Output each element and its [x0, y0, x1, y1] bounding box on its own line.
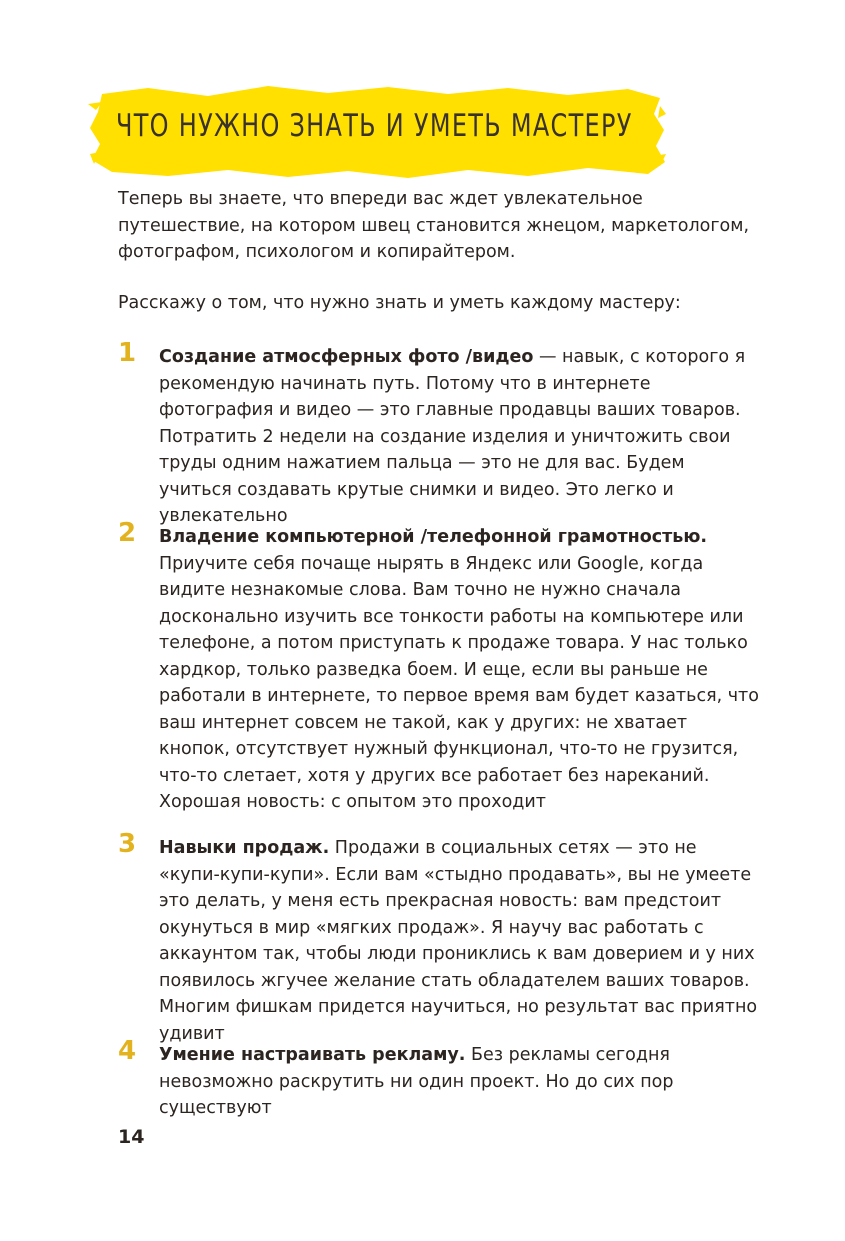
item-text: [159, 1042, 759, 1122]
item-body: Без рекламы сегодня невозможно раскрутить ни один проект. Но до сих пор существуют: [159, 1045, 674, 1118]
item-body: — навык, с которого я рекомендую начинать путь. Потому что в интернете фотография и видео — это главные продавцы ваших товаров. Потратить 2 недели на создание изделия и уничтожить свои труды одним нажатием пальца — это не для вас. Будем учиться создавать крутые снимки и видео. Это легко и увлекательно: [159, 347, 746, 526]
item-body: Приучите себя почаще нырять в Яндекс или Google, когда видите незнакомые слова. Вам точно не нужно сначала досконально изучить все тонкости работы на компьютере или телефоне, а потом приступать к продаже товара. У нас только хардкор, только разведка боем. И еще, если вы раньше не работали в интернете, то первое время вам будет казаться, что ваш интернет совсем не такой, как у других: не хватает кнопок, отсутствует нужный функционал, что-то не грузится, что-то слетает, хотя у других все работает без нареканий. Хорошая новость: с опытом это проходит: [159, 553, 759, 812]
item-number: 2: [118, 518, 137, 548]
page-title: ЧТО НУЖНО ЗНАТЬ И УМЕТЬ МАСТЕРУ: [116, 108, 633, 144]
item-text: [159, 344, 759, 530]
item-number: 3: [118, 829, 137, 859]
item-lead: Умение настраивать рекламу.: [159, 1045, 466, 1065]
intro-paragraph: Теперь вы знаете, что впереди вас ждет увлекательное путешествие, на котором швец становится жнецом, маркетологом, фотографом, психологом и копирайтером.: [118, 189, 750, 262]
item-text: [159, 524, 759, 816]
item-lead: Владение компьютерной /телефонной грамотностью.: [159, 527, 708, 547]
heading-banner: [88, 84, 666, 180]
page-number: 14: [118, 1126, 145, 1148]
item-number: 4: [118, 1036, 137, 1066]
intro-lead: Расскажу о том, что нужно знать и уметь каждому мастеру:: [118, 293, 681, 313]
item-lead: Создание атмосферных фото /видео: [159, 347, 534, 367]
item-lead: Навыки продаж.: [159, 838, 330, 858]
item-number: 1: [118, 338, 137, 368]
item-text: [159, 835, 759, 1047]
item-body: Продажи в социальных сетях — это не «купи-купи-купи». Если вам «стыдно продавать», вы не умеете это делать, у меня есть прекрасная новость: вам предстоит окунуться в мир «мягких продаж». Я научу вас работать с аккаунтом так, чтобы люди прониклись к вам доверием и у них появилось жгучее желание стать обладателем ваших товаров. Многим фишкам придется научиться, но результат вас приятно удивит: [159, 838, 758, 1044]
